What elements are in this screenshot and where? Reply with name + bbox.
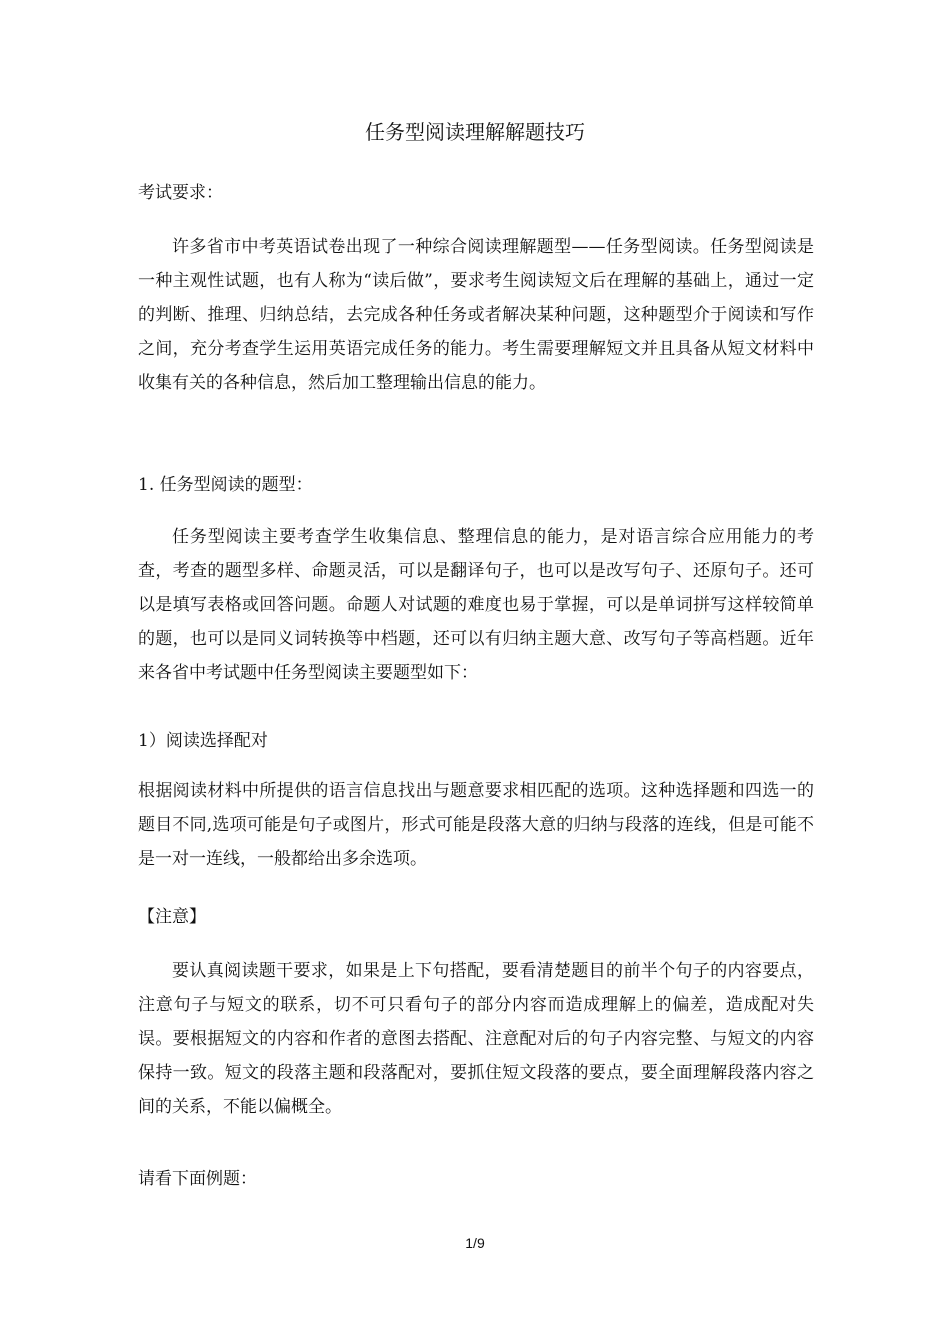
document-title: 任务型阅读理解解题技巧 bbox=[365, 120, 585, 144]
intro-paragraph: 许多省市中考英语试卷出现了一种综合阅读理解题型——任务型阅读。任务型阅读是一种主观性试题，也有人称为“读后做”，要求考生阅读短文后在理解的基础上，通过一定的判断、推理、归纳总结，去完成各种任务或者解决某种问题，这种题型介于阅读和写作之间，充分考查学生运用英语完成任务的能力。考生需要理解短文并且具备从短文材料中收集有关的各种信息，然后加工整理输出信息的能力。 bbox=[138, 237, 814, 393]
matching-paragraph: 根据阅读材料中所提供的语言信息找出与题意要求相匹配的选项。这种选择题和四选一的题目不同,选项可能是句子或图片，形式可能是段落大意的归纳与段落的连线，但是可能不是一对一连线，一般都给出多余选项。 bbox=[138, 781, 814, 869]
note-heading: 【注意】 bbox=[138, 907, 206, 927]
page-number: 1/9 bbox=[465, 1235, 485, 1251]
subsection-heading-matching: 1）阅读选择配对 bbox=[138, 731, 268, 751]
example-prompt: 请看下面例题： bbox=[138, 1169, 257, 1189]
note-paragraph: 要认真阅读题干要求，如果是上下句搭配，要看清楚题目的前半个句子的内容要点，注意句子与短文的联系，切不可只看句子的部分内容而造成理解上的偏差，造成配对失误。要根据短文的内容和作者的意图去搭配、注意配对后的句子内容完整、与短文的内容保持一致。短文的段落主题和段落配对，要抓住短文段落的要点，要全面理解段落内容之间的关系，不能以偏概全。 bbox=[138, 961, 814, 1117]
section-heading-question-types: 1. 任务型阅读的题型： bbox=[138, 475, 313, 495]
exam-requirements-heading: 考试要求： bbox=[138, 183, 223, 203]
question-types-paragraph: 任务型阅读主要考查学生收集信息、整理信息的能力，是对语言综合应用能力的考查，考查的题型多样、命题灵活，可以是翻译句子，也可以是改写句子、还原句子。还可以是填写表格或回答问题。命题人对试题的难度也易于掌握，可以是单词拼写这样较简单的题，也可以是同义词转换等中档题，还可以有归纳主题大意、改写句子等高档题。近年来各省中考试题中任务型阅读主要题型如下： bbox=[138, 527, 814, 683]
